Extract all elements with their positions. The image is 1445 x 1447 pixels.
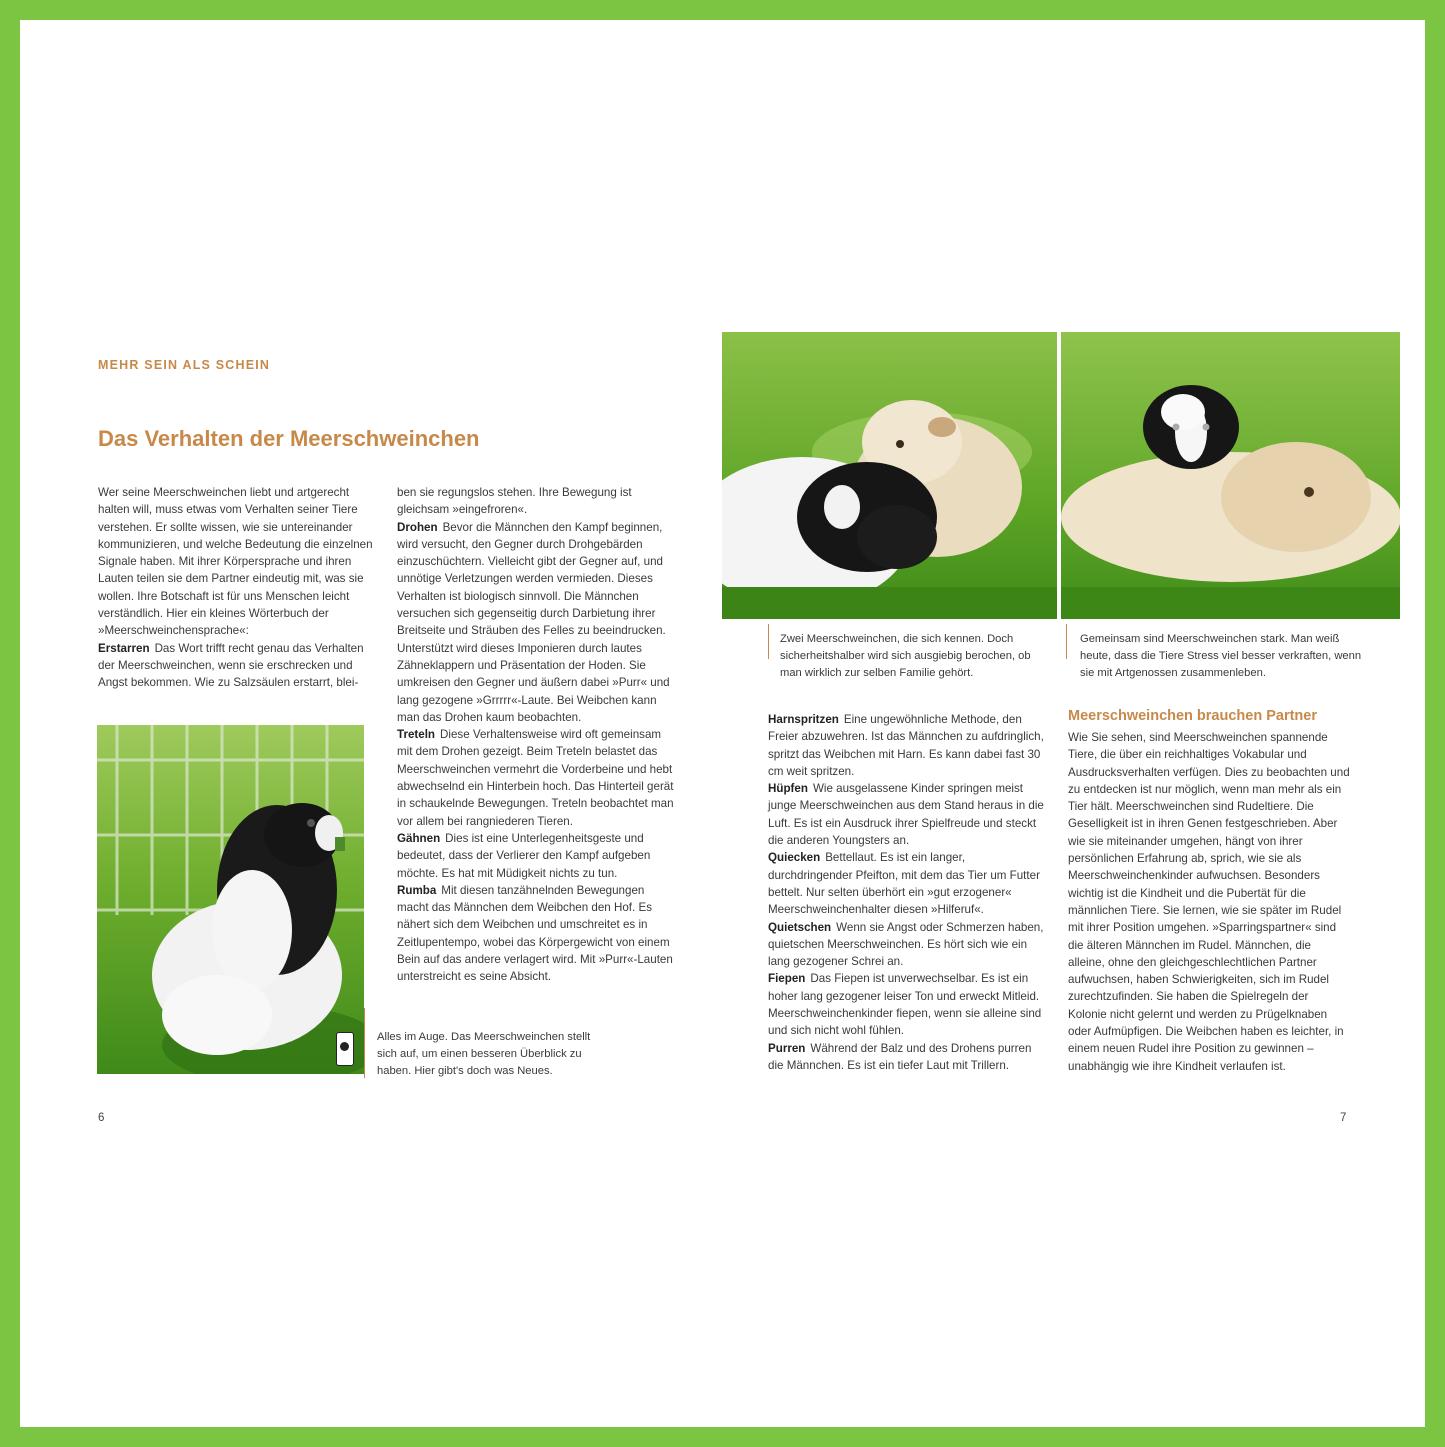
intro-paragraph: Wer seine Meerschweinchen liebt und artgerecht halten will, muss etwas vom Verhalten seiner Tiere verstehen. Er sollte wissen, wie sie untereinander kommunizieren, und welche Bedeutung die einzelnen Signale haben. Mit ihrer Körpersprache und ihren Lauten teilen sie dem Partner eindeutig mit, was sie wollen. Ihre Botschaft ist für uns Menschen leicht verständlich. Hier ein kleines Wörterbuch der »Meerschweinchensprache«: [98,486,373,638]
entry-text: Bevor die Männchen den Kampf beginnen, wird versucht, den Gegner durch Drohgebärden einzuschüchtern. Vielleicht gibt der Gegner auf, und unnötige Verletzungen werden vermieden. Dieses Verhalten ist biologisch sinnvoll. Die Männchen versuchen sich gegenseitig durch Darbietung ihrer Breitseite und Sträuben des Felles zu beeindrucken. Unterstützt wird dieses Imponieren durch lautes Zähneklappern und Präsentation der Hoden. Sie umkreisen den Gegner und äußern dabei »Purr« und lang gezogene »Grrrrr«-Laute. Bei Weibchen kann man das Drohen kaum beobachten. [397,520,670,724]
entry-term: Purren [768,1041,806,1055]
section-kicker: MEHR SEIN ALS SCHEIN [98,358,271,372]
caption-photo-1: Zwei Meerschweinchen, die sich kennen. Doch sicherheitshalber wird sich ausgiebig berochen, ob man wirklich zur selben Familie gehört. [780,633,1031,679]
page-number-left: 6 [98,1112,105,1124]
caption-photo-2: Gemeinsam sind Meerschweinchen stark. Man weiß heute, dass die Tiere Stress viel besser verkraften, wenn sie mit Artgenossen zusammenleben. [1080,633,1362,679]
text-column-2 [397,484,678,986]
photo-two-guinea-pigs-together [1061,332,1400,619]
entry-text: Eine ungewöhnliche Methode, den Freier abzuwehren. Ist das Männchen zu aufdringlich, spritzt das Weibchen mit Harn. Es kann dabei fast 30 cm weit spritzen. [768,713,1044,778]
entry-term: Erstarren [98,641,150,655]
subheading-partner: Meerschweinchen brauchen Partner [1068,708,1317,724]
entry-term: Fiepen [768,972,806,986]
entry-text: Mit diesen tanzähnelnden Bewegungen macht das Männchen dem Weibchen den Hof. Es nähert sich dem Weibchen und umschreitet es in Zeitlupentempo, wobei das Körpergewicht von einem Bein auf das andere verlagert wird. Mit »Purr«-Lauten unterstreicht es seine Absicht. [397,883,673,984]
continued-text: ben sie regungslos stehen. Ihre Bewegung ist gleichsam »eingefroren«. [397,486,632,517]
entry-text: Das Fiepen ist unverwechselbar. Es ist ein hoher lang gezogener leiser Ton und erweckt Mitleid. Meerschweinchenkinder fiepen, wenn sie alleine sind und sich nicht wohl fühlen. [768,972,1042,1038]
glossary-entry [98,640,376,692]
entry-text: Wenn sie Angst oder Schmerzen haben, quietschen Meerschweinchen. Es hört sich wie ein lang gezogener Schrei an. [768,920,1044,969]
glossary-entry [768,780,1050,849]
glossary-entry [397,882,678,986]
text-column-4 [1068,729,1350,1075]
entry-text: Diese Verhaltensweise wird oft gemeinsam mit dem Drohen gezeigt. Beim Treteln belastet das Meerschweinchen vermehrt die Vorderbeine und hebt abwechselnd ein Hinterbein hoch. Das Hinterteil gerät in schaukelnde Bewegungen. Treteln beobachtet man vor allem bei rangniederen Tieren. [397,728,674,828]
entry-term: Hüpfen [768,782,808,796]
photo-two-guinea-pigs-sniffing [722,332,1057,619]
page-number-right: 7 [1340,1112,1347,1124]
entry-text: Dies ist eine Unterlegenheitsgeste und bedeutet, dass der Verlierer den Kampf aufgeben möchte. Es hat mit Müdigkeit nichts zu tun. [397,831,651,880]
glossary-entry [768,919,1050,971]
entry-term: Drohen [397,520,438,534]
entry-term: Treteln [397,728,436,742]
glossary-entry [397,726,678,830]
book-spread [20,20,1425,1427]
entry-text: Das Wort trifft recht genau das Verhalten der Meerschweinchen, wenn sie erschrecken und Angst bekommen. Wie zu Salzsäulen erstarrt, blei- [98,641,364,690]
text-column-3 [768,711,1050,1074]
caption-rule [1066,624,1067,659]
glossary-entry [768,970,1050,1039]
entry-term: Quietschen [768,920,832,934]
glossary-entry [397,519,678,727]
camera-icon [336,1032,354,1066]
caption-left-photo: Alles im Auge. Das Meerschweinchen stellt sich auf, um einen besseren Überblick zu haben. Hier gibt's doch was Neues. [377,1031,591,1077]
glossary-entry [397,830,678,882]
caption-rule [364,1008,365,1078]
glossary-entry [768,849,1050,918]
entry-text: Während der Balz und des Drohens purren die Männchen. Es ist ein tiefer Laut mit Trillern. [768,1041,1032,1072]
entry-term: Harnspritzen [768,713,839,726]
page-title: Das Verhalten der Meerschweinchen [98,426,480,451]
entry-text: Bettellaut. Es ist ein langer, durchdringender Pfeifton, mit dem das Tier um Futter bettelt. Nur selten überhört ein »gut erzogener« Meerschweinchenhalter diesen »Hilferuf«. [768,851,1040,917]
glossary-entry [768,711,1050,780]
entry-term: Quiecken [768,851,821,865]
entry-term: Rumba [397,883,437,897]
body-paragraph: Wie Sie sehen, sind Meerschweinchen spannende Tiere, die über ein reichhaltiges Vokabular und Ausdrucksverhalten verfügen. Dies zu beobachten und zu entdecken ist nur möglich, wenn man mehr als ein Tier hält. Meerschweinchen sind Rudeltiere. Die Geselligkeit ist in ihren Genen festgeschrieben. Aber wie sie miteinander umgehen, hängt von ihrer persönlichen Erfahrung ab, sprich, wie sie als Meerschweinchenkinder aufwuchsen. Besonders wichtig ist die Kindheit und die Pubertät für die männlichen Tiere. Sie lernen, wie sie später im Rudel mit ihrer Position umgehen. »Sparringspartner« sind die älteren Männchen im Rudel. Männchen, die alleine, ohne den gleichgeschlechtlichen Partner aufwuchsen, haben Schwierigkeiten, sich im Rudel zurechtzufinden. Sie haben die Spielregeln der Kolonie nicht gelernt und werden zu Prügelknaben oder Aufmüpfigen. Die Weibchen haben es leichter, in einem neuen Rudel ihre Position zu gewinnen – unabhängig wie ihre Kindheit verlaufen ist. [1068,731,1350,1073]
glossary-entry [768,1040,1050,1075]
photo-standing-guinea-pig [97,725,364,1074]
entry-text: Wie ausgelassene Kinder springen meist junge Meerschweinchen aus dem Stand heraus in die Luft. Es ist ein Ausdruck ihrer Spielfreude und steckt die anderen Youngsters an. [768,782,1044,848]
text-column-1 [98,484,376,692]
caption-rule [768,624,769,659]
entry-term: Gähnen [397,831,441,845]
